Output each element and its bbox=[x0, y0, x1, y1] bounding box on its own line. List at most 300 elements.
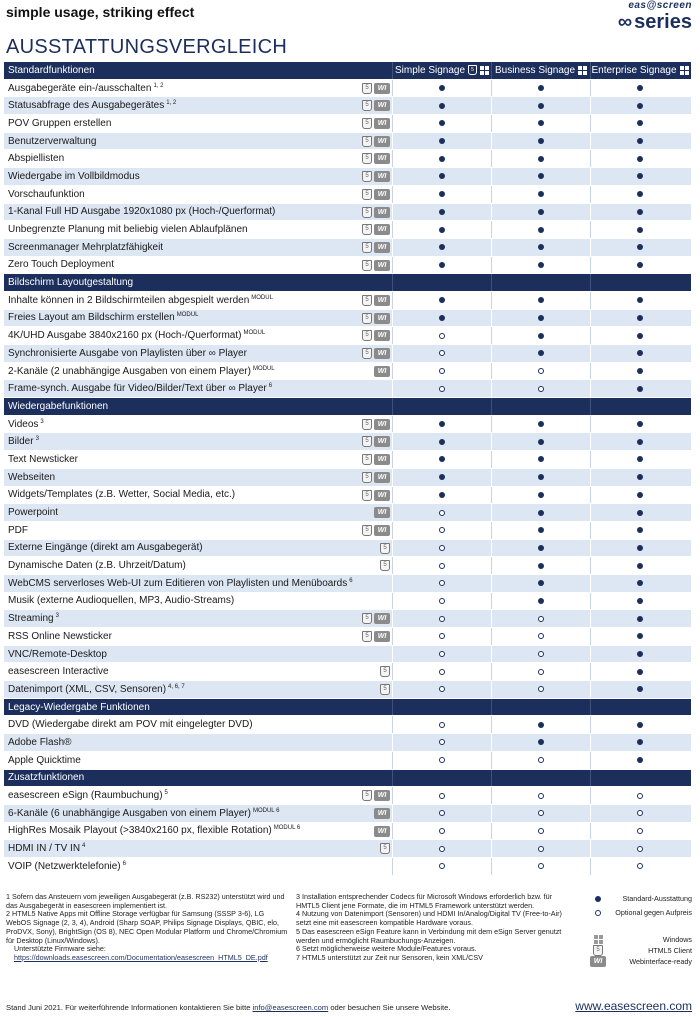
html5-icon: 5 bbox=[362, 83, 372, 94]
feature-name: Frame-synch. Ausgabe für Video/Bilder/Text über ∞ Player $^6$ bbox=[8, 383, 273, 395]
web-interface-icon: WI bbox=[374, 348, 390, 359]
feature-row bbox=[4, 327, 691, 345]
feature-row bbox=[4, 221, 691, 239]
legend-web: WI Webinterface-ready bbox=[590, 956, 692, 967]
feature-name: 6-Kanäle (6 unabhängige Ausgaben von einem Player) $^{MODUL 6}$ WI bbox=[4, 805, 392, 822]
section-title: Legacy-Wiedergabe Funktionen bbox=[8, 701, 150, 713]
standard-dot-icon bbox=[637, 333, 643, 339]
standard-dot-icon bbox=[637, 173, 643, 179]
optional-circle-icon bbox=[439, 669, 445, 675]
availability-cell bbox=[392, 663, 491, 680]
feature-name: Wiedergabe im Vollbildmodus 5 WI bbox=[4, 168, 392, 185]
html5-icon: 5 bbox=[362, 189, 372, 200]
footnote-2: 2 HTML5 Native Apps mit Offline Storage verfügbar für Samsung (SSSP 3-6), LG WebOS Signage (2, 3, 4), Android (Sharp SOAP, Philips Signage Displays, QBIC, elo, ProDVX, Sony), BrightSign (OS 8), NEC Open Modular Platform und Chrome/Chromium für Desktop (Linux/Windows). bbox=[6, 909, 288, 945]
standard-dot-icon bbox=[637, 563, 643, 569]
standard-dot-icon bbox=[637, 722, 643, 728]
feature-name: Apple Quicktime bbox=[8, 754, 81, 766]
logo-series: series bbox=[634, 11, 692, 33]
availability-cell bbox=[491, 681, 590, 698]
optional-circle-icon bbox=[538, 863, 544, 869]
availability-cell bbox=[491, 593, 590, 610]
availability-cell bbox=[590, 469, 689, 486]
availability-cell bbox=[590, 97, 689, 114]
standard-dot-icon bbox=[439, 492, 445, 498]
standard-dot-icon bbox=[637, 421, 643, 427]
standard-dot-icon bbox=[637, 669, 643, 675]
availability-cell bbox=[590, 292, 689, 309]
feature-name: easescreen Interactive 5 bbox=[4, 663, 392, 680]
standard-dot-icon bbox=[439, 227, 445, 233]
standard-dot-icon bbox=[439, 244, 445, 250]
legend-html5: 5 HTML5 Client bbox=[590, 945, 692, 956]
html5-icon: 5 bbox=[362, 118, 372, 129]
feature-row bbox=[4, 787, 691, 805]
standard-dot-icon bbox=[637, 350, 643, 356]
availability-cell bbox=[392, 540, 491, 557]
availability-cell bbox=[491, 433, 590, 450]
html5-icon: 5 bbox=[362, 136, 372, 147]
optional-circle-icon bbox=[439, 722, 445, 728]
availability-cell bbox=[392, 610, 491, 627]
web-interface-icon: WI bbox=[374, 207, 390, 218]
availability-cell bbox=[590, 787, 689, 804]
standard-dot-icon bbox=[439, 156, 445, 162]
feature-row bbox=[4, 646, 691, 664]
feature-name: Powerpoint WI bbox=[4, 504, 392, 521]
empty-circle-icon bbox=[595, 910, 601, 916]
availability-cell bbox=[491, 823, 590, 840]
optional-circle-icon bbox=[538, 828, 544, 834]
availability-cell bbox=[590, 380, 689, 397]
availability-cell bbox=[590, 239, 689, 256]
availability-cell bbox=[491, 239, 590, 256]
availability-cell bbox=[491, 345, 590, 362]
feature-name: Ausgabegeräte ein-/ausschalten $^{1, 2}$ 5 WI bbox=[4, 80, 392, 97]
availability-cell bbox=[590, 80, 689, 97]
availability-cell bbox=[590, 805, 689, 822]
html5-icon: 5 bbox=[380, 666, 390, 677]
availability-cell bbox=[392, 327, 491, 344]
html5-icon: 5 bbox=[362, 224, 372, 235]
legend bbox=[590, 893, 692, 967]
web-interface-icon: WI bbox=[374, 490, 390, 501]
standard-dot-icon bbox=[538, 173, 544, 179]
feature-name: Freies Layout am Bildschirm erstellen $^{MODUL}$ 5 WI bbox=[4, 310, 392, 327]
windows-icon bbox=[594, 935, 603, 944]
feature-name: Synchronisierte Ausgabe von Playlisten über ∞ Player 5 WI bbox=[4, 345, 392, 362]
firmware-link[interactable]: https://downloads.easescreen.com/Documentation/easescreen_HTML5_DE.pdf bbox=[14, 952, 268, 962]
bottom-note: Stand Juni 2021. Für weiterführende Informationen kontaktieren Sie bitte info@easescreen.com oder besuchen Sie unsere Website. bbox=[6, 1003, 451, 1012]
feature-row bbox=[4, 380, 691, 398]
availability-cell bbox=[491, 716, 590, 733]
standard-dot-icon bbox=[637, 262, 643, 268]
availability-cell bbox=[392, 310, 491, 327]
standard-dot-icon bbox=[538, 492, 544, 498]
footnote-4: 4 Nutzung von Datenimport (Sensoren) und HDMI In/Analog/Digital TV (Free-to-Air) setzt eine mit easescreen kompatible Hardware voraus. bbox=[296, 909, 562, 928]
feature-row bbox=[4, 239, 691, 257]
feature-name: HDMI IN / TV IN $^4$ 5 bbox=[4, 840, 392, 857]
availability-cell bbox=[392, 168, 491, 185]
availability-cell bbox=[491, 327, 590, 344]
column-header: Enterprise Signage bbox=[590, 62, 689, 79]
standard-dot-icon bbox=[637, 616, 643, 622]
web-interface-icon: WI bbox=[374, 100, 390, 111]
availability-cell bbox=[491, 469, 590, 486]
availability-cell bbox=[392, 522, 491, 539]
feature-name: easescreen eSign (Raumbuchung) $^5$ 5 WI bbox=[4, 787, 392, 804]
availability-cell bbox=[590, 186, 689, 203]
feature-row bbox=[4, 451, 691, 469]
optional-circle-icon bbox=[538, 633, 544, 639]
web-interface-icon: WI bbox=[374, 224, 390, 235]
availability-cell bbox=[392, 681, 491, 698]
optional-circle-icon bbox=[538, 757, 544, 763]
availability-cell bbox=[392, 840, 491, 857]
feature-row bbox=[4, 858, 691, 876]
feature-row bbox=[4, 433, 691, 451]
optional-circle-icon bbox=[439, 863, 445, 869]
availability-cell bbox=[392, 292, 491, 309]
feature-row bbox=[4, 310, 691, 328]
feature-row bbox=[4, 540, 691, 558]
optional-circle-icon bbox=[439, 580, 445, 586]
feature-name: Externe Eingänge (direkt am Ausgabegerät) 5 bbox=[4, 540, 392, 557]
optional-circle-icon bbox=[637, 846, 643, 852]
feature-row bbox=[4, 593, 691, 611]
availability-cell bbox=[392, 221, 491, 238]
web-interface-icon: WI bbox=[590, 956, 606, 967]
legend-standard: Standard-Ausstattung bbox=[590, 893, 692, 904]
standard-dot-icon bbox=[439, 456, 445, 462]
logo-wordmark: eas@screen bbox=[628, 0, 692, 11]
feature-row bbox=[4, 115, 691, 133]
optional-circle-icon bbox=[538, 810, 544, 816]
web-interface-icon: WI bbox=[374, 189, 390, 200]
footnotes-left bbox=[6, 893, 291, 963]
feature-row bbox=[4, 504, 691, 522]
feature-row bbox=[4, 416, 691, 434]
feature-name: 1-Kanal Full HD Ausgabe 1920x1080 px (Hoch-/Querformat) 5 WI bbox=[4, 204, 392, 221]
optional-circle-icon bbox=[439, 598, 445, 604]
standard-dot-icon bbox=[538, 244, 544, 250]
availability-cell bbox=[392, 469, 491, 486]
standard-dot-icon bbox=[439, 297, 445, 303]
feature-row bbox=[4, 345, 691, 363]
footnote-ref: 1, 2 bbox=[166, 100, 177, 107]
section-header bbox=[4, 398, 691, 416]
availability-cell bbox=[590, 593, 689, 610]
optional-circle-icon bbox=[538, 686, 544, 692]
optional-circle-icon bbox=[538, 846, 544, 852]
html5-icon: 5 bbox=[593, 945, 603, 956]
column-header: Business Signage bbox=[491, 62, 590, 79]
html5-icon: 5 bbox=[362, 613, 372, 624]
filled-dot-icon bbox=[595, 896, 601, 902]
footnote-ref: MODUL 6 bbox=[273, 825, 301, 832]
feature-name: Videos $^3$ 5 WI bbox=[4, 416, 392, 433]
optional-circle-icon bbox=[538, 669, 544, 675]
section-header bbox=[4, 274, 691, 292]
html5-icon: 5 bbox=[380, 560, 390, 571]
availability-cell bbox=[590, 716, 689, 733]
feature-row bbox=[4, 257, 691, 275]
availability-cell bbox=[590, 416, 689, 433]
footnote-ref: 4, 6, 7 bbox=[168, 683, 185, 690]
standard-dot-icon bbox=[637, 757, 643, 763]
availability-cell bbox=[392, 115, 491, 132]
availability-cell bbox=[491, 115, 590, 132]
availability-cell bbox=[491, 805, 590, 822]
feature-name: Zero Touch Deployment 5 WI bbox=[4, 257, 392, 274]
optional-circle-icon bbox=[538, 616, 544, 622]
feature-name: VNC/Remote-Desktop bbox=[8, 648, 107, 660]
availability-cell bbox=[491, 575, 590, 592]
web-interface-icon: WI bbox=[374, 153, 390, 164]
standard-dot-icon bbox=[538, 103, 544, 109]
availability-cell bbox=[590, 168, 689, 185]
footnote-ref: MODUL bbox=[176, 312, 199, 319]
availability-cell bbox=[590, 610, 689, 627]
availability-cell bbox=[392, 186, 491, 203]
standard-dot-icon bbox=[637, 315, 643, 321]
feature-name: Inhalte können in 2 Bildschirmteilen abgespielt werden $^{MODUL}$ 5 WI bbox=[4, 292, 392, 309]
feature-name: Text Newsticker 5 WI bbox=[4, 451, 392, 468]
standard-dot-icon bbox=[538, 333, 544, 339]
standard-dot-icon bbox=[538, 209, 544, 215]
availability-cell bbox=[491, 80, 590, 97]
availability-cell bbox=[491, 221, 590, 238]
standard-dot-icon bbox=[538, 739, 544, 745]
windows-icon bbox=[680, 66, 689, 75]
availability-cell bbox=[392, 380, 491, 397]
availability-cell bbox=[590, 840, 689, 857]
availability-cell bbox=[491, 97, 590, 114]
standard-dot-icon bbox=[637, 227, 643, 233]
footnote-7: 7 HTML5 unterstützt zur Zeit nur Sensoren, kein XML/CSV bbox=[296, 952, 483, 962]
availability-cell bbox=[392, 858, 491, 875]
footnote-6: 6 Setzt möglicherweise weitere Module/Features voraus. bbox=[296, 944, 477, 954]
web-interface-icon: WI bbox=[374, 419, 390, 430]
optional-circle-icon bbox=[439, 739, 445, 745]
section-header bbox=[4, 62, 691, 80]
standard-dot-icon bbox=[538, 722, 544, 728]
web-interface-icon: WI bbox=[374, 313, 390, 324]
easescreen-logo bbox=[586, 0, 692, 34]
tagline: simple usage, striking effect bbox=[6, 4, 195, 20]
availability-cell bbox=[491, 451, 590, 468]
optional-circle-icon bbox=[439, 793, 445, 799]
availability-cell bbox=[491, 858, 590, 875]
web-interface-icon: WI bbox=[374, 472, 390, 483]
infinity-icon: ∞ bbox=[617, 11, 633, 33]
availability-cell bbox=[491, 628, 590, 645]
availability-cell bbox=[590, 504, 689, 521]
html5-icon: 5 bbox=[362, 100, 372, 111]
optional-circle-icon bbox=[439, 545, 445, 551]
optional-circle-icon bbox=[439, 510, 445, 516]
availability-cell bbox=[590, 487, 689, 504]
availability-cell bbox=[491, 663, 590, 680]
availability-cell bbox=[392, 133, 491, 150]
legend-optional: Optional gegen Aufpreis bbox=[590, 904, 692, 922]
feature-row bbox=[4, 752, 691, 770]
availability-cell bbox=[491, 168, 590, 185]
html5-icon: 5 bbox=[362, 472, 372, 483]
feature-name: Screenmanager Mehrplatzfähigkeit 5 WI bbox=[4, 239, 392, 256]
standard-dot-icon bbox=[637, 209, 643, 215]
feature-row bbox=[4, 487, 691, 505]
standard-dot-icon bbox=[439, 315, 445, 321]
footnotes-right bbox=[296, 893, 576, 963]
web-interface-icon: WI bbox=[374, 613, 390, 624]
availability-cell bbox=[491, 310, 590, 327]
standard-dot-icon bbox=[637, 456, 643, 462]
optional-circle-icon bbox=[439, 757, 445, 763]
standard-dot-icon bbox=[637, 492, 643, 498]
email-link[interactable]: info@easescreen.com bbox=[252, 1003, 329, 1012]
availability-cell bbox=[590, 451, 689, 468]
comparison-table bbox=[4, 62, 691, 876]
footnote-firmware: Unterstützte Firmware siehe: bbox=[14, 944, 106, 954]
html5-icon: 5 bbox=[362, 348, 372, 359]
feature-name: Abspiellisten 5 WI bbox=[4, 150, 392, 167]
availability-cell bbox=[491, 787, 590, 804]
availability-cell bbox=[590, 115, 689, 132]
page-title: AUSSTATTUNGSVERGLEICH bbox=[6, 36, 288, 58]
availability-cell bbox=[392, 628, 491, 645]
optional-circle-icon bbox=[439, 633, 445, 639]
section-title: Wiedergabefunktionen bbox=[8, 400, 109, 412]
feature-row bbox=[4, 150, 691, 168]
feature-name: VOIP (Netzwerktelefonie) $^6$ bbox=[8, 860, 126, 872]
footnote-ref: MODUL bbox=[252, 365, 275, 372]
web-interface-icon: WI bbox=[374, 436, 390, 447]
availability-cell bbox=[590, 133, 689, 150]
legend-windows: Windows bbox=[590, 934, 692, 945]
feature-row bbox=[4, 716, 691, 734]
standard-dot-icon bbox=[538, 315, 544, 321]
section-title: Zusatzfunktionen bbox=[8, 772, 85, 784]
feature-row bbox=[4, 840, 691, 858]
footnote-ref: 6 bbox=[268, 383, 273, 390]
availability-cell bbox=[491, 150, 590, 167]
feature-name: WebCMS serverloses Web-UI zum Editieren von Playlisten und Menüboards $^6$ bbox=[8, 577, 353, 589]
availability-cell bbox=[590, 540, 689, 557]
feature-name: RSS Online Newsticker 5 WI bbox=[4, 628, 392, 645]
feature-row bbox=[4, 681, 691, 699]
html5-icon: 5 bbox=[362, 454, 372, 465]
optional-circle-icon bbox=[439, 333, 445, 339]
optional-circle-icon bbox=[637, 863, 643, 869]
availability-cell bbox=[392, 557, 491, 574]
feature-row bbox=[4, 469, 691, 487]
standard-dot-icon bbox=[637, 580, 643, 586]
availability-cell bbox=[590, 221, 689, 238]
availability-cell bbox=[392, 487, 491, 504]
optional-circle-icon bbox=[637, 793, 643, 799]
web-interface-icon: WI bbox=[374, 808, 390, 819]
feature-row bbox=[4, 204, 691, 222]
feature-name: HighRes Mosaik Playout (>3840x2160 px, flexible Rotation) $^{MODUL 6}$ WI bbox=[4, 823, 392, 840]
availability-cell bbox=[392, 504, 491, 521]
standard-dot-icon bbox=[538, 227, 544, 233]
footnote-ref: 5 bbox=[164, 790, 168, 797]
availability-cell bbox=[590, 310, 689, 327]
availability-cell bbox=[590, 257, 689, 274]
feature-name: Musik (externe Audioquellen, MP3, Audio-Streams) bbox=[8, 595, 235, 607]
feature-row bbox=[4, 663, 691, 681]
footnote-ref: 4 bbox=[82, 843, 86, 850]
feature-row bbox=[4, 734, 691, 752]
html5-icon: 5 bbox=[362, 631, 372, 642]
availability-cell bbox=[392, 80, 491, 97]
availability-cell bbox=[590, 681, 689, 698]
availability-cell bbox=[590, 345, 689, 362]
footnote-1: 1 Sofern das Ansteuern vom jeweiligen Ausgabegerät (z.B. RS232) unterstützt wird und das Ausgabegerät in easescreen implementiert ist. bbox=[6, 892, 285, 910]
availability-cell bbox=[392, 363, 491, 380]
feature-name: Dynamische Daten (z.B. Uhrzeit/Datum) 5 bbox=[4, 557, 392, 574]
html5-icon: 5 bbox=[362, 207, 372, 218]
feature-name: 2-Kanäle (2 unabhängige Ausgaben von einem Player) $^{MODUL}$ WI bbox=[4, 363, 392, 380]
availability-cell bbox=[491, 292, 590, 309]
availability-cell bbox=[491, 133, 590, 150]
web-interface-icon: WI bbox=[374, 83, 390, 94]
standard-dot-icon bbox=[637, 510, 643, 516]
availability-cell bbox=[392, 150, 491, 167]
footnote-ref: 3 bbox=[40, 418, 44, 425]
html5-icon: 5 bbox=[362, 525, 372, 536]
availability-cell bbox=[590, 575, 689, 592]
html5-icon: 5 bbox=[362, 295, 372, 306]
footnote-ref: 3 bbox=[35, 436, 39, 443]
optional-circle-icon bbox=[439, 686, 445, 692]
standard-dot-icon bbox=[538, 545, 544, 551]
availability-cell bbox=[491, 540, 590, 557]
standard-dot-icon bbox=[439, 262, 445, 268]
availability-cell bbox=[392, 433, 491, 450]
section-header bbox=[4, 699, 691, 717]
standard-dot-icon bbox=[439, 173, 445, 179]
web-interface-icon: WI bbox=[374, 171, 390, 182]
feature-row bbox=[4, 80, 691, 98]
feature-name: Vorschaufunktion 5 WI bbox=[4, 186, 392, 203]
optional-circle-icon bbox=[637, 828, 643, 834]
footnote-ref: 6 bbox=[122, 860, 126, 867]
feature-name: Unbegrenzte Planung mit beliebig vielen Ablaufplänen 5 WI bbox=[4, 221, 392, 238]
website-link[interactable]: www.easescreen.com bbox=[575, 999, 692, 1013]
availability-cell bbox=[392, 752, 491, 769]
availability-cell bbox=[392, 345, 491, 362]
feature-row bbox=[4, 557, 691, 575]
availability-cell bbox=[392, 416, 491, 433]
optional-circle-icon bbox=[439, 846, 445, 852]
html5-icon: 5 bbox=[362, 419, 372, 430]
standard-dot-icon bbox=[637, 103, 643, 109]
footnote-ref: 6 bbox=[349, 577, 353, 584]
availability-cell bbox=[590, 663, 689, 680]
optional-circle-icon bbox=[538, 793, 544, 799]
availability-cell bbox=[590, 522, 689, 539]
web-interface-icon: WI bbox=[374, 454, 390, 465]
feature-row bbox=[4, 823, 691, 841]
footnote-ref: 1, 2 bbox=[153, 82, 164, 89]
section-header bbox=[4, 770, 691, 788]
availability-cell bbox=[491, 204, 590, 221]
web-interface-icon: WI bbox=[374, 366, 390, 377]
standard-dot-icon bbox=[538, 563, 544, 569]
standard-dot-icon bbox=[637, 686, 643, 692]
standard-dot-icon bbox=[538, 191, 544, 197]
